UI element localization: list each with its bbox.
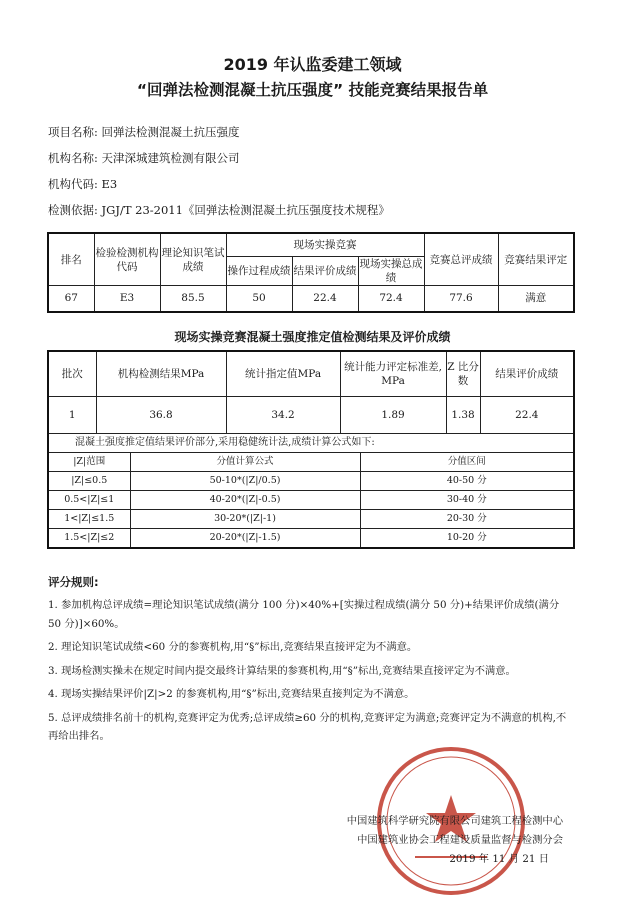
header-onsite-total: 现场实操总成绩 — [359, 258, 423, 284]
header-process-score: 操作过程成绩 — [226, 257, 292, 286]
range-z: 0.5<|Z|≤1 — [48, 491, 130, 510]
range-header-interval: 分值区间 — [360, 453, 574, 472]
cell-assigned: 34.2 — [226, 397, 340, 434]
range-formula: 20-20*(|Z|-1.5) — [130, 529, 360, 549]
rule-item: 1. 参加机构总评成绩=理论知识笔试成绩(满分 100 分)×40%+[实操过程成绩(满分 50 分)+结果评价成绩(满分 50 分)]×60%。 — [48, 599, 560, 630]
header-total-score: 竞赛总评成绩 — [424, 233, 498, 286]
org-name-label: 机构名称: — [48, 151, 98, 165]
scoring-note: 混凝土强度推定值结果评价部分,采用稳健统计法,成绩计算公式如下: — [48, 434, 574, 453]
range-interval: 20-30 分 — [360, 510, 574, 529]
range-formula: 50-10*(|Z|/0.5) — [130, 472, 360, 491]
header-onsite-group: 现场实操竞赛 — [226, 233, 424, 257]
rules-title: 评分规则: — [48, 575, 99, 589]
header-stddev: 统计能力评定标准差, MPa — [340, 351, 446, 397]
rules-list — [48, 596, 568, 751]
rule-item: 5. 总评成绩排名前十的机构,竞赛评定为优秀;总评成绩≥60 分的机构,竞赛评定为满意;竞赛评定为不满意的机构,不再给出排名。 — [48, 711, 567, 742]
signature-date: 2019 年 11 月 21 日 — [449, 853, 549, 865]
range-z: |Z|≤0.5 — [48, 472, 130, 491]
org-code-value: E3 — [101, 177, 118, 191]
strength-result-table — [47, 350, 575, 549]
range-z: 1.5<|Z|≤2 — [48, 529, 130, 549]
header-theory-score: 理论知识笔试成绩 — [160, 233, 226, 286]
range-header-formula: 分值计算公式 — [130, 453, 360, 472]
cell-eval-score: 22.4 — [480, 397, 574, 434]
report-title-line1: 2019 年认监委建工领域 — [223, 55, 402, 74]
section-subtitle: 现场实操竞赛混凝土强度推定值检测结果及评价成绩 — [174, 330, 451, 344]
range-header-z: |Z|范围 — [48, 453, 130, 472]
rule-item: 2. 理论知识笔试成绩<60 分的参赛机构,用“§”标出,竞赛结果直接评定为不满意。 — [48, 641, 418, 653]
cell-verdict: 满意 — [498, 286, 574, 312]
cell-result-eval-score: 22.4 — [292, 286, 358, 312]
header-eval-score: 结果评价成绩 — [480, 351, 574, 397]
cell-theory-score: 85.5 — [160, 286, 226, 312]
range-interval: 10-20 分 — [360, 529, 574, 549]
range-formula: 30-20*(|Z|-1) — [130, 510, 360, 529]
test-basis-value: JGJ/T 23-2011《回弹法检测混凝土抗压强度技术规程》 — [101, 203, 390, 217]
cell-total-score: 77.6 — [424, 286, 498, 312]
range-z: 1<|Z|≤1.5 — [48, 510, 130, 529]
project-name-value: 回弹法检测混凝土抗压强度 — [101, 125, 240, 139]
signature-org-1: 中国建筑科学研究院有限公司建筑工程检测中心 — [346, 815, 563, 827]
header-assigned: 统计指定值MPa — [226, 351, 340, 397]
cell-rank: 67 — [48, 286, 94, 312]
project-name-row — [48, 124, 240, 140]
org-name-value: 天津深城建筑检测有限公司 — [101, 151, 240, 165]
header-rank: 排名 — [48, 233, 94, 286]
project-name-label: 项目名称: — [48, 125, 98, 139]
cell-batch: 1 — [48, 397, 96, 434]
header-result-eval-score: 结果评价成绩 — [292, 257, 358, 286]
signature-org-2: 中国建筑业协会工程建设质量监督与检测分会 — [357, 834, 563, 846]
org-code-row — [48, 176, 117, 192]
rule-item: 4. 现场实操结果评价|Z|>2 的参赛机构,用“§”标出,竞赛结果直接判定为不满意。 — [48, 688, 415, 700]
range-formula: 40-20*(|Z|-0.5) — [130, 491, 360, 510]
cell-onsite-total: 72.4 — [358, 286, 424, 312]
header-org-code: 检验检测机构代码 — [94, 233, 160, 286]
org-name-row — [48, 150, 240, 166]
competition-result-table — [47, 232, 575, 313]
test-basis-row — [48, 202, 390, 218]
cell-z-score: 1.38 — [446, 397, 480, 434]
header-z-score: Z 比分数 — [446, 351, 480, 397]
range-interval: 30-40 分 — [360, 491, 574, 510]
header-verdict: 竞赛结果评定 — [498, 233, 574, 286]
rule-item: 3. 现场检测实操未在规定时间内提交最终计算结果的参赛机构,用“§”标出,竞赛结果直接评定为不满意。 — [48, 664, 516, 677]
header-measured: 机构检测结果MPa — [96, 351, 226, 397]
cell-process-score: 50 — [226, 286, 292, 312]
cell-stddev: 1.89 — [340, 397, 446, 434]
header-batch: 批次 — [48, 351, 96, 397]
range-interval: 40-50 分 — [360, 472, 574, 491]
cell-org-code: E3 — [94, 286, 160, 312]
org-code-label: 机构代码: — [48, 177, 98, 191]
report-title-line2: “回弹法检测混凝土抗压强度” 技能竞赛结果报告单 — [136, 81, 489, 99]
cell-measured: 36.8 — [96, 397, 226, 434]
test-basis-label: 检测依据: — [48, 203, 98, 217]
